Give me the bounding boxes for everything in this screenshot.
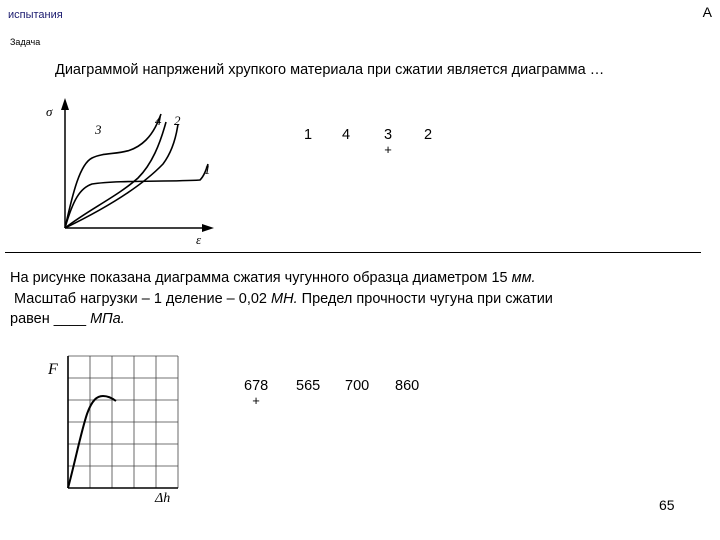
stress-strain-diagram: [28, 92, 228, 250]
f-axis-label: F: [48, 361, 58, 378]
corner-letter: А: [702, 4, 712, 20]
q1-option-1[interactable]: 1: [304, 127, 313, 143]
curve-4-label: 4: [155, 113, 162, 128]
curve-3: [65, 114, 161, 228]
compression-curve: [68, 396, 116, 488]
sigma-axis-label: σ: [46, 104, 53, 119]
epsilon-axis-arrow: [202, 224, 214, 232]
header-title: испытания: [8, 9, 63, 21]
q2-option-3[interactable]: 700: [345, 378, 370, 394]
q2-option-2[interactable]: 565: [296, 378, 321, 394]
q1-option-3[interactable]: 3 +: [384, 127, 393, 157]
curve-1-label: 1: [204, 162, 211, 177]
curve-2-label: 2: [174, 113, 181, 128]
question1-text: Диаграммой напряжений хрупкого материала при сжатии является диаграмма …: [55, 62, 605, 78]
curve-1: [65, 164, 208, 228]
epsilon-axis-label: ε: [196, 232, 202, 247]
question2-text: На рисунке показана диаграмма сжатия чугунного образца диаметром 15 мм. Масштаб нагрузки – 1 деление – 0,02 МН. Предел прочности чугуна при сжатии равен ____ МПа.: [10, 270, 553, 327]
correct-mark: +: [384, 142, 392, 157]
page-number: 65: [659, 497, 675, 513]
dh-axis-label: Δh: [155, 491, 171, 506]
compression-diagram: [45, 352, 185, 507]
task-label: Задача: [10, 37, 41, 47]
sigma-axis-arrow: [61, 98, 69, 110]
q1-option-4[interactable]: 2: [424, 127, 433, 143]
correct-mark: +: [252, 393, 260, 408]
q1-option-2[interactable]: 4: [342, 127, 351, 143]
divider: [5, 252, 701, 253]
q2-option-4[interactable]: 860: [395, 378, 420, 394]
curve-3-label: 3: [95, 122, 102, 137]
q2-option-1[interactable]: 678 +: [244, 378, 269, 408]
